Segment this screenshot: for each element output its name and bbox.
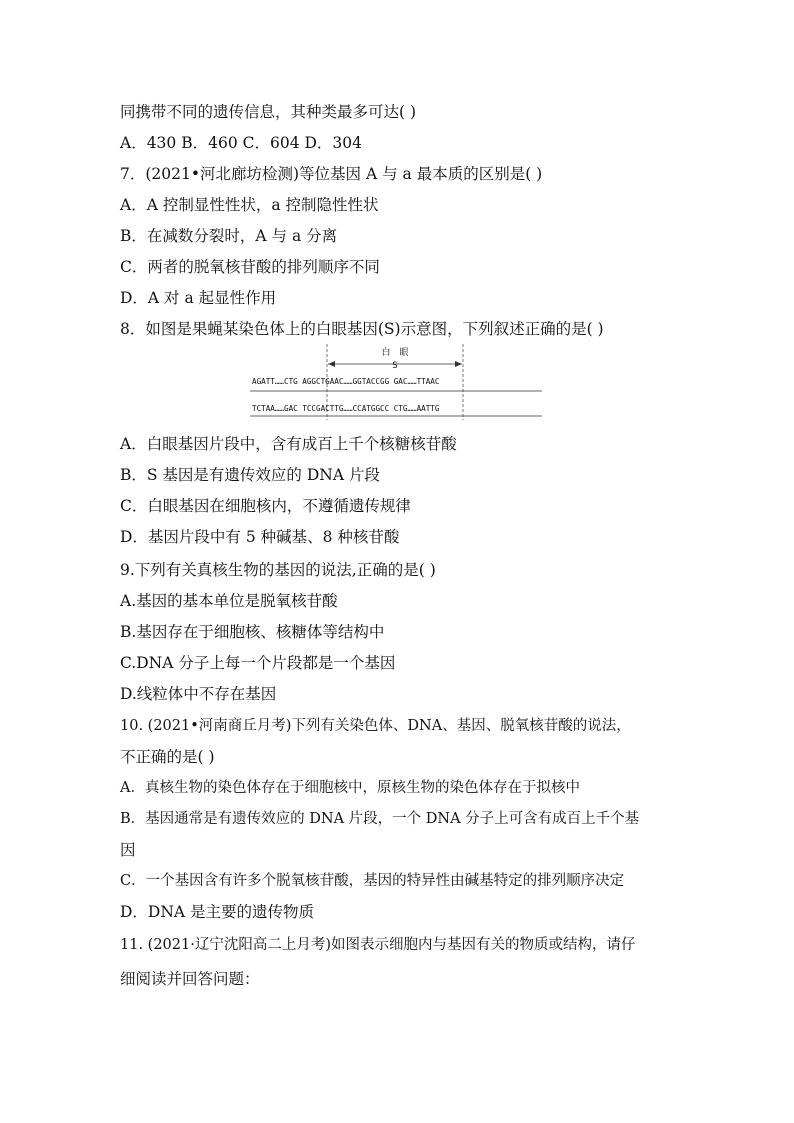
strand-top: AGATT……CTG AGGCTGAAC……GGTACCGG GAC……TTAAC bbox=[252, 377, 440, 386]
line-23: D．DNA 是主要的遗传物质 bbox=[120, 903, 315, 921]
line-18: 不正确的是( ) bbox=[120, 748, 215, 766]
line-17: 10. (2021•河南商丘月考)下列有关染色体、DNA、基因、脱氧核苷酸的说法， bbox=[120, 718, 631, 734]
line-11: D．基因片段中有 5 种碱基、8 种核苷酸 bbox=[120, 528, 400, 546]
line-0: 同携带不同的遗传信息，其种类最多可达( ) bbox=[120, 103, 417, 121]
gene-label-top: 白 眼 bbox=[381, 348, 409, 358]
line-19: A．真核生物的染色体存在于细胞核中，原核生物的染色体存在于拟核中 bbox=[120, 780, 580, 796]
line-7: 8．如图是果蝇某染色体上的白眼基因(S)示意图，下列叙述正确的是( ) bbox=[120, 320, 604, 338]
line-15: C.DNA 分子上每一个片段都是一个基因 bbox=[120, 654, 396, 672]
line-3: A．A 控制显性性状，a 控制隐性性状 bbox=[120, 196, 379, 214]
line-14: B.基因存在于细胞核、核糖体等结构中 bbox=[120, 623, 385, 641]
line-6: D．A 对 a 起显性作用 bbox=[120, 289, 277, 307]
line-13: A.基因的基本单位是脱氧核苷酸 bbox=[120, 592, 338, 610]
line-5: C．两者的脱氧核苷酸的排列顺序不同 bbox=[120, 258, 380, 276]
line-10: C．白眼基因在细胞核内，不遵循遗传规律 bbox=[120, 497, 411, 515]
line-12: 9.下列有关真核生物的基因的说法,正确的是( ) bbox=[120, 561, 436, 579]
strand-bottom: TCTAA……GAC TCCGACTTG……CCATGGCC CTG……AATTG bbox=[252, 404, 440, 413]
line-22: C．一个基因含有许多个脱氧核苷酸，基因的特异性由碱基特定的排列顺序决定 bbox=[120, 873, 625, 889]
line-1: A．430 B．460 C．604 D．304 bbox=[120, 134, 362, 152]
line-9: B．S 基因是有遗传效应的 DNA 片段 bbox=[120, 466, 380, 484]
line-4: B．在减数分裂时，A 与 a 分离 bbox=[120, 227, 338, 245]
line-20: B．基因通常是有遗传效应的 DNA 片段，一个 DNA 分子上可含有成百上千个基 bbox=[120, 811, 640, 827]
line-8: A．白眼基因片段中，含有成百上千个核糖核苷酸 bbox=[120, 435, 457, 453]
line-2: 7．(2021•河北廊坊检测)等位基因 A 与 a 最本质的区别是( ) bbox=[120, 165, 543, 183]
line-24: 11. (2021·辽宁沈阳高二上月考)如图表示细胞内与基因有关的物质或结构，请仔 bbox=[120, 937, 636, 953]
line-25: 细阅读并回答问题： bbox=[120, 970, 260, 988]
line-16: D.线粒体中不存在基因 bbox=[120, 685, 277, 703]
white-eye-gene-diagram bbox=[250, 344, 550, 420]
gene-label-s: S bbox=[392, 361, 398, 371]
line-21: 因 bbox=[120, 841, 136, 859]
